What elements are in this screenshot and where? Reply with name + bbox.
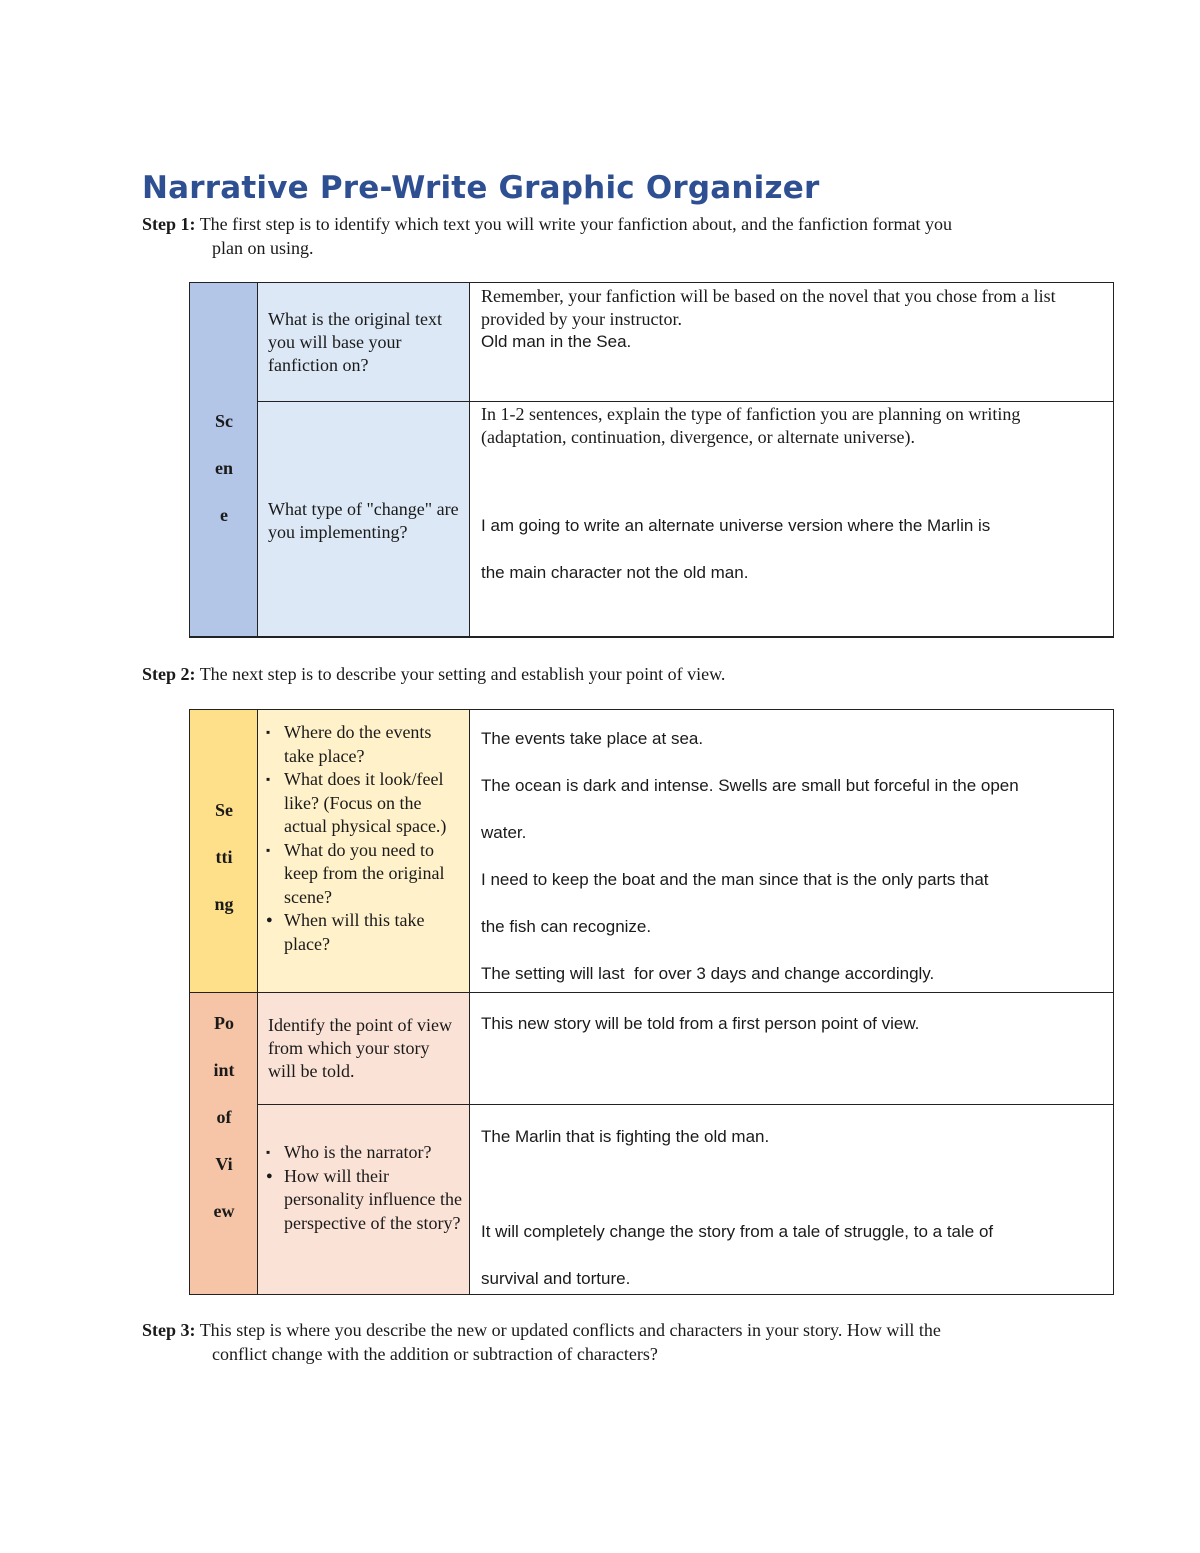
scene-answer-1: Old man in the Sea. [481, 332, 632, 351]
setting-question-item: ▪ What does it look/feel like? (Focus on the actual physical space.) [258, 768, 464, 839]
pov-question-cell-1 [258, 993, 470, 1105]
scene-answer-2-line1: I am going to write an alternate universe version where the Marlin is [481, 516, 991, 535]
scene-question-cell-2 [258, 402, 470, 637]
pov-question-item: ▪ Who is the narrator? [258, 1141, 464, 1165]
scene-side-label [190, 398, 258, 539]
scene-answer-2-line2: the main character not the old man. [481, 563, 749, 582]
page-title: Narrative Pre-Write Graphic Organizer [142, 170, 820, 206]
setting-question-item: ▪ What do you need to keep from the original scene? [258, 839, 464, 910]
setting-answer-line: The ocean is dark and intense. Swells are small but forceful in the open [481, 776, 1019, 795]
pov-question-cell-2 [258, 1105, 470, 1294]
pov-answer-cell-2 [470, 1105, 1114, 1294]
setting-side-label [190, 787, 258, 928]
pov-answer-cell-1 [470, 993, 1114, 1105]
scene-side-label-part: en [215, 458, 233, 478]
pov-side-label-part: Vi [215, 1154, 233, 1174]
pov-question-item: ● How will their personality influence the perspective of the story? [258, 1165, 464, 1236]
setting-answer-cell [470, 710, 1114, 993]
pov-side-cell [190, 993, 258, 1294]
setting-answer-line: The setting will last for over 3 days and change accordingly. [481, 964, 935, 983]
step1-label: Step 1: [142, 214, 196, 234]
pov-side-label-part: ew [213, 1201, 235, 1221]
step3-text-line2: conflict change with the addition or subtraction of characters? [212, 1344, 658, 1364]
pov-side-label-part: int [213, 1060, 235, 1080]
setting-question-cell [258, 710, 470, 993]
setting-answer-line: I need to keep the boat and the man since that is the only parts that [481, 870, 989, 889]
pov-side-label-part: of [216, 1107, 232, 1127]
step3-label: Step 3: [142, 1320, 196, 1340]
scene-prompt-2: In 1-2 sentences, explain the type of fanfiction you are planning on writing (adaptation, continuation, divergence, or alternate universe). [481, 404, 1021, 447]
scene-question-2: What type of "change" are you implementing? [268, 499, 459, 542]
setting-question-item: ● When will this take place? [258, 909, 464, 956]
pov-answer-2-line3: survival and torture. [481, 1269, 631, 1288]
setting-answer-line: The events take place at sea. [481, 729, 704, 748]
step2-instructions [142, 662, 1042, 686]
step1-text-line2: plan on using. [212, 238, 314, 258]
scene-side-label-part: Sc [215, 411, 233, 431]
pov-side-label-part: Po [214, 1013, 234, 1033]
scene-side-label-part: e [220, 505, 228, 525]
scene-question-cell-1 [258, 283, 470, 402]
scene-prompt-1: Remember, your fanfiction will be based on the novel that you chose from a list provided by your instructor. [481, 286, 1056, 329]
setting-side-label-part: ng [214, 894, 234, 914]
scene-question-1: What is the original text you will base your fanfiction on? [268, 309, 442, 375]
pov-answer-2-line1: The Marlin that is fighting the old man. [481, 1127, 770, 1146]
setting-question-item: ▪ Where do the events take place? [258, 721, 464, 768]
pov-answer-1: This new story will be told from a first person point of view. [481, 1014, 920, 1033]
setting-answer-line: water. [481, 823, 527, 842]
step3-text-line1: This step is where you describe the new or updated conflicts and characters in your story. How will the [199, 1320, 941, 1340]
setting-side-label-part: Se [215, 800, 233, 820]
pov-answer-2-line2: It will completely change the story from a tale of struggle, to a tale of [481, 1222, 994, 1241]
step1-text-line1: The first step is to identify which text you will write your fanfiction about, and the fanfiction format you [199, 214, 953, 234]
scene-answer-cell-2 [470, 402, 1114, 637]
step2-label: Step 2: [142, 664, 196, 684]
setting-question-list [258, 721, 464, 956]
step1-instructions [142, 212, 1042, 260]
pov-question-list [258, 1141, 464, 1235]
pov-side-label [190, 1000, 258, 1235]
setting-side-cell [190, 710, 258, 993]
step2-text: The next step is to describe your setting and establish your point of view. [199, 664, 726, 684]
scene-side-cell [190, 283, 258, 637]
setting-answer-line: the fish can recognize. [481, 917, 652, 936]
pov-question-1: Identify the point of view from which your story will be told. [268, 1015, 452, 1081]
scene-answer-cell-1 [470, 283, 1114, 402]
setting-side-label-part: tti [215, 847, 233, 867]
step3-instructions [142, 1318, 1042, 1366]
